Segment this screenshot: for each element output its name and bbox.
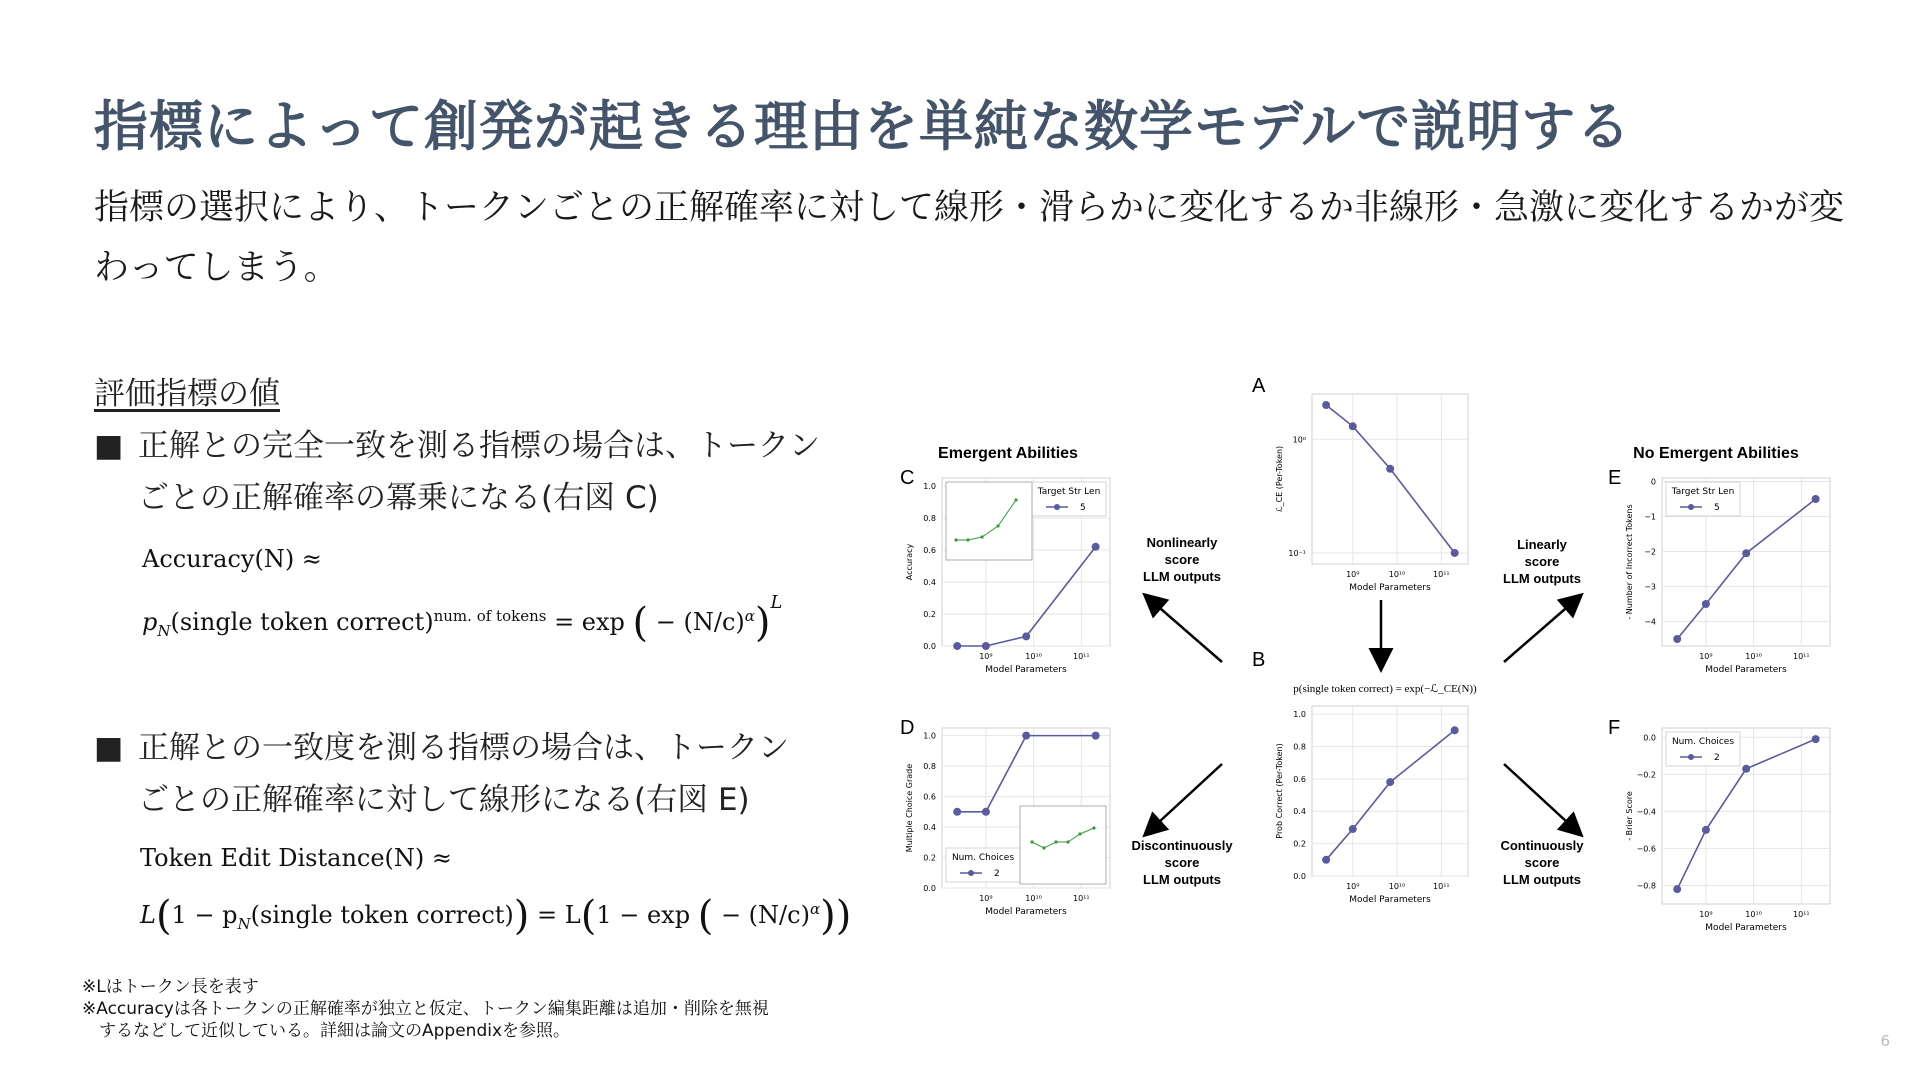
- x-axis-label: Model Parameters: [1705, 665, 1787, 675]
- linear-label: Linearly: [1517, 537, 1567, 552]
- bullet-line: 正解との一致度を測る指標の場合は、トークン: [138, 730, 789, 766]
- bullet-line: ごとの正解確率の冪乗になる(右図 C): [138, 480, 659, 516]
- panel-a: [1252, 375, 1468, 593]
- y-axis-label: ℒ_CE (Per-Token): [1275, 445, 1284, 513]
- panel-c: [900, 467, 1110, 675]
- accuracy-equation-lhs: Accuracy(N) ≈: [142, 545, 322, 573]
- y-tick-label: 0.6: [923, 792, 936, 802]
- data-point: [1092, 543, 1100, 551]
- y-axis-label: - Brier Score: [1625, 791, 1634, 841]
- page-title: 指標によって創発が起きる理由を単純な数学モデルで説明する: [94, 95, 1632, 158]
- panel-e: [1608, 467, 1830, 675]
- x-tick-label: 10¹¹: [1072, 894, 1090, 903]
- data-point: [1022, 632, 1030, 640]
- y-tick-label: 0.8: [923, 762, 936, 772]
- section-heading: 評価指標の値: [94, 376, 280, 412]
- y-tick-label: 0.0: [1293, 872, 1306, 881]
- y-tick-label: 0.6: [1293, 774, 1306, 784]
- x-tick-label: 10¹⁰: [1745, 910, 1762, 919]
- bullet-marker: ■: [94, 428, 124, 464]
- ted-equation-rhs: $L(1 - p_N(single$ token correct)) = L(1 − exp ( − $(N/c)^\alpha$)): [140, 893, 852, 939]
- y-tick-label: 0.4: [923, 578, 936, 587]
- inset-point: [996, 524, 999, 527]
- bullet-line: 正解との完全一致を測る指標の場合は、トークン: [138, 428, 820, 464]
- discontinuous-label: score: [1164, 855, 1200, 870]
- x-tick-label: 10⁹: [1699, 910, 1713, 919]
- legend-title: Num. Choices: [951, 853, 1015, 863]
- legend-marker: [1688, 754, 1694, 760]
- plot-frame: [1312, 706, 1468, 876]
- data-point: [1322, 401, 1330, 409]
- x-tick-label: 10⁹: [979, 652, 993, 661]
- y-tick-label: −0.2: [1636, 770, 1656, 780]
- ted-equation-lhs: Token Edit Distance(N) ≈: [140, 844, 453, 872]
- panel-letter: A: [1252, 375, 1266, 397]
- inset-plot: [946, 482, 1032, 560]
- legend-entry: 2: [994, 869, 1000, 879]
- data-point: [1386, 465, 1394, 473]
- x-tick-label: 10⁹: [979, 894, 993, 903]
- data-point: [1451, 726, 1459, 734]
- y-tick-label: 0.8: [1293, 742, 1306, 752]
- data-point: [1349, 825, 1357, 833]
- y-tick-label: −3: [1644, 582, 1656, 592]
- inset-point: [1014, 498, 1017, 501]
- data-point: [1451, 549, 1459, 557]
- y-axis-label: - Number of Incorrect Tokens: [1625, 504, 1634, 620]
- y-tick-label: 0.0: [1643, 733, 1656, 743]
- y-tick-label: −1: [1644, 512, 1656, 522]
- inset-point: [954, 538, 957, 541]
- legend-entry: 5: [1714, 503, 1720, 513]
- x-tick-label: 10¹¹: [1433, 882, 1450, 891]
- discontinuous-label: LLM outputs: [1143, 872, 1221, 887]
- x-tick-label: 10¹⁰: [1388, 570, 1406, 579]
- y-tick-label: 0.8: [923, 514, 936, 523]
- y-tick-label: −0.4: [1636, 807, 1656, 817]
- x-tick-label: 10¹¹: [1072, 652, 1090, 661]
- data-point: [1673, 635, 1681, 643]
- x-tick-label: 10¹⁰: [1025, 652, 1042, 661]
- data-point: [1349, 422, 1357, 430]
- x-axis-label: Model Parameters: [985, 665, 1067, 675]
- y-tick-label: 0.4: [1293, 807, 1306, 817]
- linear-label: score: [1524, 554, 1560, 569]
- page-number: 6: [1880, 1032, 1890, 1050]
- data-point: [953, 808, 961, 816]
- data-point: [1742, 765, 1750, 773]
- y-tick-label: 0.4: [923, 823, 936, 833]
- panel-f: [1608, 717, 1830, 933]
- inset-point: [1078, 832, 1081, 835]
- data-point: [1092, 732, 1100, 740]
- x-axis-label: Model Parameters: [1705, 923, 1787, 933]
- data-point: [1322, 856, 1330, 864]
- data-point: [982, 642, 990, 650]
- continuous-label: Continuously: [1500, 838, 1584, 853]
- nonlinear-label: Nonlinearly: [1146, 535, 1218, 550]
- inset-point: [1066, 840, 1069, 843]
- legend-entry: 5: [1080, 503, 1086, 513]
- panel-letter: D: [900, 717, 915, 739]
- y-axis-label: Accuracy: [905, 543, 914, 581]
- inset-plot: [1020, 806, 1106, 884]
- x-tick-label: 10¹¹: [1792, 652, 1810, 661]
- no-emergent-title: No Emergent Abilities: [1633, 445, 1799, 462]
- x-tick-label: 10⁹: [1346, 570, 1360, 579]
- data-point: [982, 808, 990, 816]
- data-point: [953, 642, 961, 650]
- footnote: するなどして近似している。詳細は論文のAppendixを参照。: [82, 1021, 571, 1041]
- x-tick-label: 10¹¹: [1433, 570, 1450, 579]
- nonlinear-label: score: [1164, 552, 1200, 567]
- y-tick-label: 0.6: [923, 546, 936, 555]
- x-tick-label: 10¹⁰: [1745, 652, 1762, 661]
- legend-marker: [1054, 504, 1060, 510]
- panel-letter: C: [900, 467, 915, 489]
- y-axis-label: Multiple Choice Grade: [905, 763, 914, 853]
- y-tick-label: 0.2: [1293, 839, 1306, 849]
- data-point: [1022, 732, 1030, 740]
- data-point: [1702, 600, 1710, 608]
- x-axis-label: Model Parameters: [1349, 583, 1431, 593]
- linear-label: LLM outputs: [1503, 571, 1581, 586]
- y-tick-label: 0.0: [923, 884, 936, 893]
- panel-letter: F: [1608, 717, 1621, 739]
- y-axis-label: Prob Correct (Per-Token): [1275, 743, 1284, 839]
- inset-point: [1092, 826, 1095, 829]
- inset-point: [1030, 840, 1033, 843]
- legend-marker: [1688, 504, 1694, 510]
- inset-point: [1054, 840, 1057, 843]
- legend-title: Target Str Len: [1037, 487, 1101, 497]
- continuous-label: LLM outputs: [1503, 872, 1581, 887]
- bullet-line: ごとの正解確率に対して線形になる(右図 E): [138, 782, 750, 818]
- legend-marker: [968, 870, 974, 876]
- discontinuous-label: Discontinuously: [1131, 838, 1233, 853]
- data-point: [1386, 778, 1394, 786]
- x-tick-label: 10¹⁰: [1025, 894, 1042, 903]
- y-tick-label: −0.6: [1636, 844, 1656, 854]
- footnote: ※Accuracyは各トークンの正解確率が独立と仮定、トークン編集距離は追加・削除を無視: [82, 999, 769, 1019]
- inset-point: [980, 535, 983, 538]
- data-point: [1812, 495, 1820, 503]
- panel-letter: B: [1252, 649, 1266, 671]
- y-tick-label: 0: [1650, 477, 1656, 487]
- x-axis-label: Model Parameters: [1349, 895, 1431, 905]
- arrow-to-e: [1504, 596, 1580, 662]
- data-point: [1812, 735, 1820, 743]
- data-point: [1702, 826, 1710, 834]
- panel-d: [900, 717, 1110, 917]
- y-tick-label: 0.2: [923, 610, 936, 619]
- inset-point: [1042, 846, 1045, 849]
- y-tick-label: 0.2: [923, 853, 936, 863]
- y-tick-label: 1.0: [923, 731, 936, 741]
- y-tick-label: −0.8: [1636, 881, 1656, 891]
- x-tick-label: 10¹⁰: [1388, 882, 1406, 891]
- legend-entry: 2: [1714, 753, 1720, 763]
- footnote: ※Lはトークン長を表す: [82, 977, 259, 997]
- y-tick-label: −2: [1644, 547, 1656, 557]
- x-tick-label: 10⁹: [1699, 652, 1713, 661]
- data-point: [1742, 549, 1750, 557]
- arrow-to-d: [1146, 764, 1222, 834]
- y-tick-label: 1.0: [923, 482, 936, 491]
- inset-point: [966, 538, 969, 541]
- data-point: [1673, 885, 1681, 893]
- y-tick-label: −4: [1644, 617, 1656, 627]
- subtitle: 指標の選択により、トークンごとの正解確率に対して線形・滑らかに変化するか非線形・急激に変化するかが変わってしまう。: [94, 188, 1845, 288]
- x-tick-label: 10¹¹: [1792, 910, 1810, 919]
- x-tick-label: 10⁹: [1346, 882, 1360, 891]
- legend-title: Num. Choices: [1671, 737, 1735, 747]
- arrow-to-c: [1146, 596, 1222, 662]
- accuracy-equation-rhs: $p_N(single$ token correct)$^{num. of tokens}$ = exp ( − $(N/c)^\alpha)^L$: [142, 592, 783, 646]
- emergent-title: Emergent Abilities: [938, 445, 1078, 462]
- b-formula: p(single token correct) = exp(−ℒ_CE(N)): [1293, 683, 1477, 695]
- continuous-label: score: [1524, 855, 1560, 870]
- x-axis-label: Model Parameters: [985, 907, 1067, 917]
- y-tick-label: 1.0: [1293, 710, 1306, 720]
- y-tick-label: 10⁻¹: [1288, 548, 1306, 558]
- panel-letter: E: [1608, 467, 1622, 489]
- legend-title: Target Str Len: [1671, 487, 1735, 497]
- plot-frame: [1312, 394, 1468, 564]
- nonlinear-label: LLM outputs: [1143, 569, 1221, 584]
- y-tick-label: 0.0: [923, 642, 936, 651]
- arrow-to-f: [1504, 764, 1580, 834]
- y-tick-label: 10⁰: [1292, 435, 1306, 445]
- bullet-marker: ■: [94, 730, 124, 766]
